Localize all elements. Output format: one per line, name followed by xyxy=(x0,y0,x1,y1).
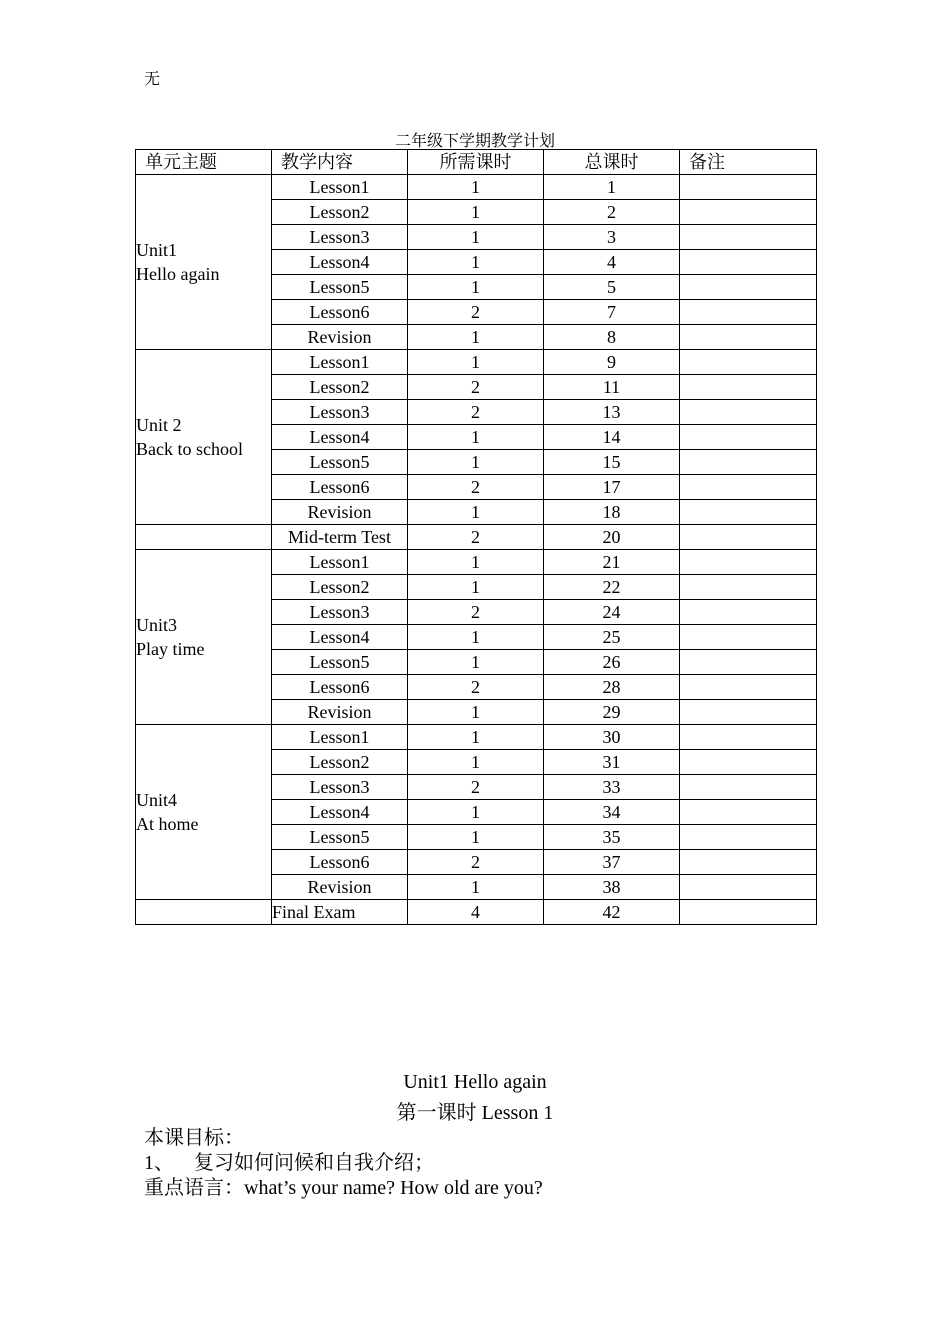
unit-topic: Back to school xyxy=(136,439,243,459)
lesson-title: 第一课时 Lesson 1 xyxy=(396,1102,554,1124)
content-cell: Lesson4 xyxy=(272,250,408,275)
note-cell xyxy=(680,375,817,400)
table-header-row xyxy=(136,150,817,175)
hours-cell: 1 xyxy=(408,625,544,650)
hours-cell: 4 xyxy=(408,900,544,925)
table-row xyxy=(136,900,817,925)
content-cell: Lesson6 xyxy=(272,475,408,500)
note-cell xyxy=(680,325,817,350)
note-cell xyxy=(680,600,817,625)
content-cell: Lesson2 xyxy=(272,375,408,400)
unit-cell xyxy=(136,175,272,350)
total-cell: 33 xyxy=(544,775,680,800)
total-cell: 29 xyxy=(544,700,680,725)
unit-cell xyxy=(136,900,272,925)
hours-cell: 1 xyxy=(408,225,544,250)
unit-cell xyxy=(136,550,272,725)
content-cell: Lesson1 xyxy=(272,350,408,375)
content-cell: Lesson3 xyxy=(272,775,408,800)
content-cell: Lesson1 xyxy=(272,725,408,750)
hours-cell: 1 xyxy=(408,875,544,900)
note-cell xyxy=(680,200,817,225)
unit-cell xyxy=(136,725,272,900)
note-cell xyxy=(680,775,817,800)
content-cell: Lesson3 xyxy=(272,225,408,250)
unit-cell xyxy=(136,350,272,525)
total-cell: 30 xyxy=(544,725,680,750)
content-cell: Revision xyxy=(272,875,408,900)
total-cell: 25 xyxy=(544,625,680,650)
content-cell: Lesson1 xyxy=(272,550,408,575)
note-cell xyxy=(680,825,817,850)
content-cell: Lesson2 xyxy=(272,200,408,225)
hours-cell: 2 xyxy=(408,525,544,550)
note-cell xyxy=(680,750,817,775)
hours-cell: 1 xyxy=(408,650,544,675)
content-cell: Lesson4 xyxy=(272,800,408,825)
objectives-label: 本课目标： xyxy=(144,1127,244,1149)
content-cell: Lesson5 xyxy=(272,275,408,300)
unit-name: Unit 2 xyxy=(136,415,182,435)
note-cell xyxy=(680,550,817,575)
content-cell: Revision xyxy=(272,325,408,350)
content-cell: Lesson1 xyxy=(272,175,408,200)
total-cell: 20 xyxy=(544,525,680,550)
hours-cell: 1 xyxy=(408,250,544,275)
content-cell: Lesson3 xyxy=(272,400,408,425)
total-cell: 21 xyxy=(544,550,680,575)
content-cell: Lesson5 xyxy=(272,450,408,475)
table-title: 二年级下学期教学计划 xyxy=(394,133,555,150)
content-cell: Lesson6 xyxy=(272,675,408,700)
content-cell: Lesson2 xyxy=(272,575,408,600)
total-cell: 37 xyxy=(544,850,680,875)
hours-cell: 2 xyxy=(408,300,544,325)
note-cell xyxy=(680,175,817,200)
unit-name: Unit4 xyxy=(136,790,178,810)
hours-cell: 1 xyxy=(408,575,544,600)
content-cell: Revision xyxy=(272,500,408,525)
objective-1: 1、 复习如何问候和自我介绍； xyxy=(144,1152,434,1174)
hours-cell: 2 xyxy=(408,775,544,800)
header-total: 总课时 xyxy=(544,150,680,175)
content-cell: Lesson6 xyxy=(272,300,408,325)
total-cell: 4 xyxy=(544,250,680,275)
hours-cell: 1 xyxy=(408,325,544,350)
total-cell: 8 xyxy=(544,325,680,350)
note-cell xyxy=(680,400,817,425)
note-cell xyxy=(680,475,817,500)
note-cell xyxy=(680,675,817,700)
note-cell xyxy=(680,350,817,375)
teaching-plan-table xyxy=(135,149,817,925)
header-hours: 所需课时 xyxy=(408,150,544,175)
total-cell: 24 xyxy=(544,600,680,625)
hours-cell: 1 xyxy=(408,700,544,725)
total-cell: 31 xyxy=(544,750,680,775)
total-cell: 3 xyxy=(544,225,680,250)
total-cell: 26 xyxy=(544,650,680,675)
note-cell xyxy=(680,425,817,450)
unit-cell xyxy=(136,525,272,550)
hours-cell: 2 xyxy=(408,600,544,625)
note-cell xyxy=(680,300,817,325)
unit-topic: Play time xyxy=(136,639,205,659)
note-cell xyxy=(680,625,817,650)
content-cell: Lesson4 xyxy=(272,625,408,650)
total-cell: 11 xyxy=(544,375,680,400)
content-cell: Lesson5 xyxy=(272,650,408,675)
hours-cell: 2 xyxy=(408,475,544,500)
content-cell: Revision xyxy=(272,700,408,725)
hours-cell: 1 xyxy=(408,425,544,450)
unit-topic: Hello again xyxy=(136,264,220,284)
content-cell: Lesson3 xyxy=(272,600,408,625)
table-body xyxy=(136,175,817,925)
hours-cell: 2 xyxy=(408,375,544,400)
header-note: 备注 xyxy=(680,150,817,175)
note-cell xyxy=(680,450,817,475)
note-cell xyxy=(680,850,817,875)
unit-name: Unit3 xyxy=(136,615,178,635)
total-cell: 17 xyxy=(544,475,680,500)
note-cell xyxy=(680,700,817,725)
total-cell: 34 xyxy=(544,800,680,825)
note-cell xyxy=(680,900,817,925)
total-cell: 15 xyxy=(544,450,680,475)
unit-title: Unit1 Hello again xyxy=(403,1071,547,1093)
total-cell: 13 xyxy=(544,400,680,425)
table-row xyxy=(136,525,817,550)
note-cell xyxy=(680,875,817,900)
table-row xyxy=(136,350,817,375)
total-cell: 38 xyxy=(544,875,680,900)
note-cell xyxy=(680,225,817,250)
total-cell: 7 xyxy=(544,300,680,325)
total-cell: 22 xyxy=(544,575,680,600)
hours-cell: 1 xyxy=(408,275,544,300)
hours-cell: 1 xyxy=(408,550,544,575)
note-cell xyxy=(680,500,817,525)
key-language: 重点语言：what’s your name? How old are you? xyxy=(144,1177,543,1199)
note-cell xyxy=(680,800,817,825)
hours-cell: 1 xyxy=(408,825,544,850)
total-cell: 14 xyxy=(544,425,680,450)
hours-cell: 1 xyxy=(408,800,544,825)
hours-cell: 2 xyxy=(408,400,544,425)
unit-name: Unit1 xyxy=(136,240,178,260)
total-cell: 18 xyxy=(544,500,680,525)
table-row xyxy=(136,175,817,200)
hours-cell: 1 xyxy=(408,725,544,750)
table-row xyxy=(136,550,817,575)
content-cell: Final Exam xyxy=(272,900,408,925)
content-cell: Lesson6 xyxy=(272,850,408,875)
content-cell: Mid-term Test xyxy=(272,525,408,550)
content-cell: Lesson4 xyxy=(272,425,408,450)
note-cell xyxy=(680,725,817,750)
total-cell: 9 xyxy=(544,350,680,375)
hours-cell: 1 xyxy=(408,750,544,775)
total-cell: 42 xyxy=(544,900,680,925)
hours-cell: 2 xyxy=(408,675,544,700)
hours-cell: 1 xyxy=(408,450,544,475)
total-cell: 28 xyxy=(544,675,680,700)
header-content: 教学内容 xyxy=(272,150,408,175)
total-cell: 1 xyxy=(544,175,680,200)
hours-cell: 1 xyxy=(408,500,544,525)
content-cell: Lesson5 xyxy=(272,825,408,850)
hours-cell: 1 xyxy=(408,175,544,200)
header-note: 无 xyxy=(144,71,161,88)
hours-cell: 2 xyxy=(408,850,544,875)
header-unit: 单元主题 xyxy=(136,150,272,175)
note-cell xyxy=(680,275,817,300)
total-cell: 5 xyxy=(544,275,680,300)
hours-cell: 1 xyxy=(408,350,544,375)
table-row xyxy=(136,725,817,750)
note-cell xyxy=(680,250,817,275)
note-cell xyxy=(680,575,817,600)
note-cell xyxy=(680,650,817,675)
unit-topic: At home xyxy=(136,814,199,834)
total-cell: 35 xyxy=(544,825,680,850)
total-cell: 2 xyxy=(544,200,680,225)
note-cell xyxy=(680,525,817,550)
hours-cell: 1 xyxy=(408,200,544,225)
content-cell: Lesson2 xyxy=(272,750,408,775)
